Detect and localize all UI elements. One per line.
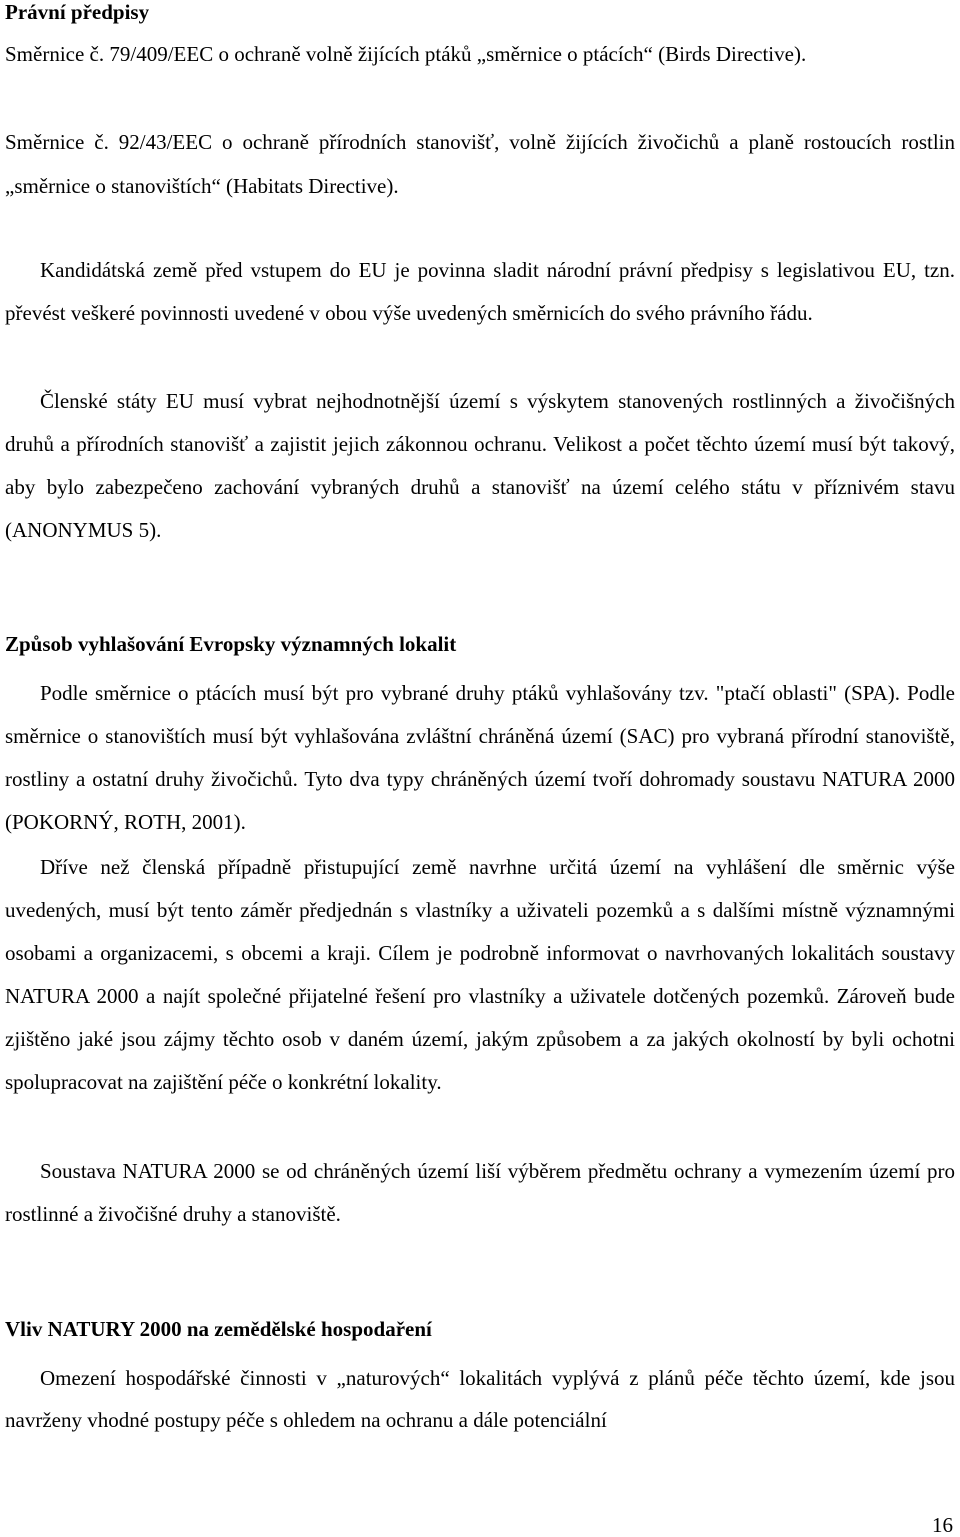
paragraph-spa-sac: Podle směrnice o ptácích musí být pro vybrané druhy ptáků vyhlašovány tzv. "ptačí oblasti" (SPA). Podle směrnice o stanovištích musí být vyhlašována zvláštní chráněná území (SAC) pro vybraná přírodní stanoviště, rostliny a ostatní druhy živočichů. Tyto dva typy chráněných území tvoří dohromady soustavu NATURA 2000 (POKORNÝ, ROTH, 2001). bbox=[5, 681, 955, 834]
section-heading-vliv-natury: Vliv NATURY 2000 na zemědělské hospodaření bbox=[5, 1317, 432, 1341]
paragraph-natura-difference: Soustava NATURA 2000 se od chráněných území liší výběrem předmětu ochrany a vymezením území pro rostlinné a živočišné druhy a stanoviště. bbox=[5, 1159, 955, 1226]
paragraph-birds-directive: Směrnice č. 79/409/EEC o ochraně volně žijících ptáků „směrnice o ptácích“ (Birds Directive). bbox=[5, 42, 807, 66]
page-number: 16 bbox=[932, 1513, 953, 1537]
section-heading-zpusob-vyhlasovani: Způsob vyhlašování Evropsky významných lokalit bbox=[5, 632, 457, 656]
paragraph-member-states: Členské státy EU musí vybrat nejhodnotnější území s výskytem stanovených rostlinných a živočišných druhů a přírodních stanovišť a zajistit jejich zákonnou ochranu. Velikost a počet těchto území musí být takový, aby bylo zabezpečeno zachování vybraných druhů a stanovišť na území celého státu v příznivém stavu (ANONYMUS 5). bbox=[5, 389, 955, 542]
section-heading-pravni-predpisy: Právní předpisy bbox=[5, 0, 150, 24]
paragraph-negotiation: Dříve než členská případně přistupující země navrhne určitá území na vyhlášení dle směrnic výše uvedených, musí být tento záměr předjednán s vlastníky a uživateli pozemků a s dalšími místně významnými osobami a organizacemi, s obcemi a kraji. Cílem je podrobně informovat o navrhovaných lokalitách soustavy NATURA 2000 a najít společné přijatelné řešení pro vlastníky a uživatele dotčených pozemků. Zároveň bude zjištěno jaké jsou zájmy těchto osob v daném území, jakým způsobem a za jakých okolností by byli ochotni spolupracovat na zajištění péče o konkrétní lokality. bbox=[5, 855, 955, 1094]
paragraph-candidate-country: Kandidátská země před vstupem do EU je povinna sladit národní právní předpisy s legislativou EU, tzn. převést veškeré povinnosti uvedené v obou výše uvedených směrnicích do svého právního řádu. bbox=[5, 258, 955, 325]
paragraph-restrictions: Omezení hospodářské činnosti v „naturových“ lokalitách vyplývá z plánů péče těchto území, kde jsou navrženy vhodné postupy péče s ohledem na ochranu a dále potenciální bbox=[5, 1366, 955, 1432]
paragraph-habitats-directive: Směrnice č. 92/43/EEC o ochraně přírodních stanovišť, volně žijících živočichů a planě rostoucích rostlin „směrnice o stanovištích“ (Habitats Directive). bbox=[5, 130, 955, 198]
